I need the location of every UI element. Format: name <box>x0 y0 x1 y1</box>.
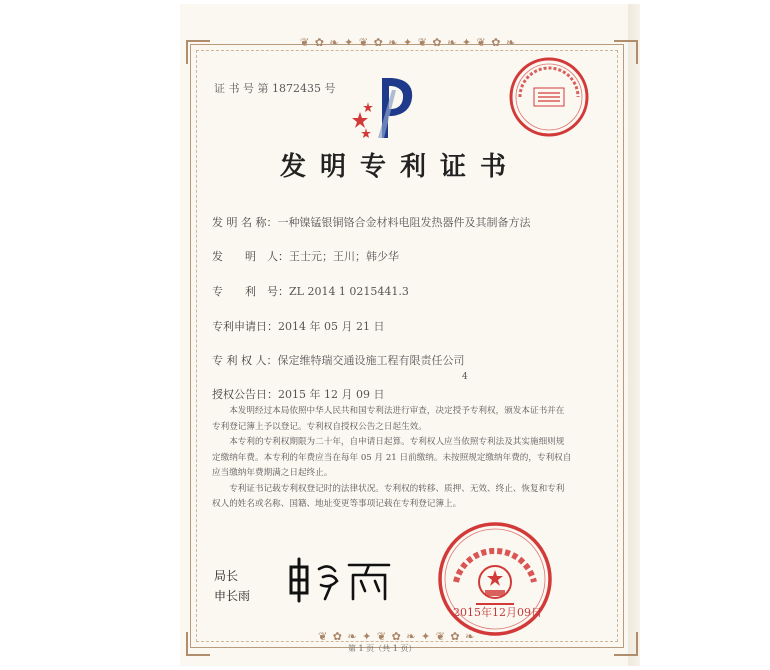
field-application-date <box>212 318 384 334</box>
field-patentee <box>212 352 465 368</box>
certificate-number: 证 书 号 第 1872435 号 <box>214 82 336 95</box>
top-ornament: ❦ ✿ ❧ ✦ ❦ ✿ ❧ ✦ ❦ ✿ ❧ ✦ ❦ ✿ ❧ <box>300 36 517 49</box>
body-paragraph: 本发明经过本局依照中华人民共和国专利法进行审查，决定授予专利权，颁发本证书并在专利登记簿上予以登记。专利权自授权公告之日起生效。 <box>212 406 565 432</box>
body-paragraph: 本专利的专利权期限为二十年，自申请日起算。专利权人应当依照专利法及其实施细则规定缴纳年费。本专利的年费应当在每年 05 月 21 日前缴纳。未按照规定缴纳年费的，专利权自应当缴纳年费期满之日起终止。 <box>212 437 572 478</box>
signatory-name: 申长雨 <box>214 589 251 603</box>
corner-ornament <box>186 632 210 656</box>
certificate-title: 发明专利证书 <box>279 152 520 182</box>
field-value: 2014 年 05 月 21 日 <box>278 320 385 333</box>
field-value: 保定维特瑞交通设施工程有限责任公司 <box>277 354 465 367</box>
official-seal <box>436 520 554 638</box>
bottom-ornament: ❦ ✿ ❧ ✦ ❦ ✿ ❧ ✦ ❦ ✿ ❧ <box>318 630 476 643</box>
field-value: 2015 年 12 月 09 日 <box>278 388 385 401</box>
field-label: 专 利 权 人： <box>212 354 278 367</box>
field-label: 专 利 号： <box>212 285 289 298</box>
field-label: 发 明 人： <box>212 250 289 263</box>
page-number: 第 1 页（共 1 页） <box>348 644 417 653</box>
field-value: ZL 2014 1 0215441.3 <box>289 285 409 298</box>
field-inventors <box>212 248 399 264</box>
tax-stamp-seal <box>506 54 592 140</box>
corner-ornament <box>614 40 638 64</box>
field-label: 发 明 名 称： <box>212 216 278 229</box>
body-paragraph: 专利证书记载专利权登记时的法律状况。专利权的转移、质押、无效、终止、恢复和专利权人的姓名或名称、国籍、地址变更等事项记载在专利登记簿上。 <box>212 483 565 509</box>
field-label: 授权公告日： <box>212 388 278 401</box>
handwritten-signature <box>285 555 395 605</box>
field-grant-date <box>212 386 384 402</box>
seal-date: 2015年12月09日 <box>453 606 542 619</box>
field-invention-name <box>212 214 531 230</box>
paper-edge <box>628 4 640 666</box>
patent-office-logo <box>352 72 422 142</box>
field-label: 专利申请日： <box>212 320 278 333</box>
field-value: 王士元；王川；韩少华 <box>289 250 399 263</box>
handwritten-mark: 4 <box>462 372 468 382</box>
certificate-body <box>212 404 572 513</box>
corner-ornament <box>614 632 638 656</box>
field-value: 一种镍锰银铜铬合金材料电阻发热器件及其制备方法 <box>277 216 531 229</box>
corner-ornament <box>186 40 210 64</box>
signatory-title: 局长 <box>214 569 239 583</box>
field-patent-number <box>212 283 409 299</box>
